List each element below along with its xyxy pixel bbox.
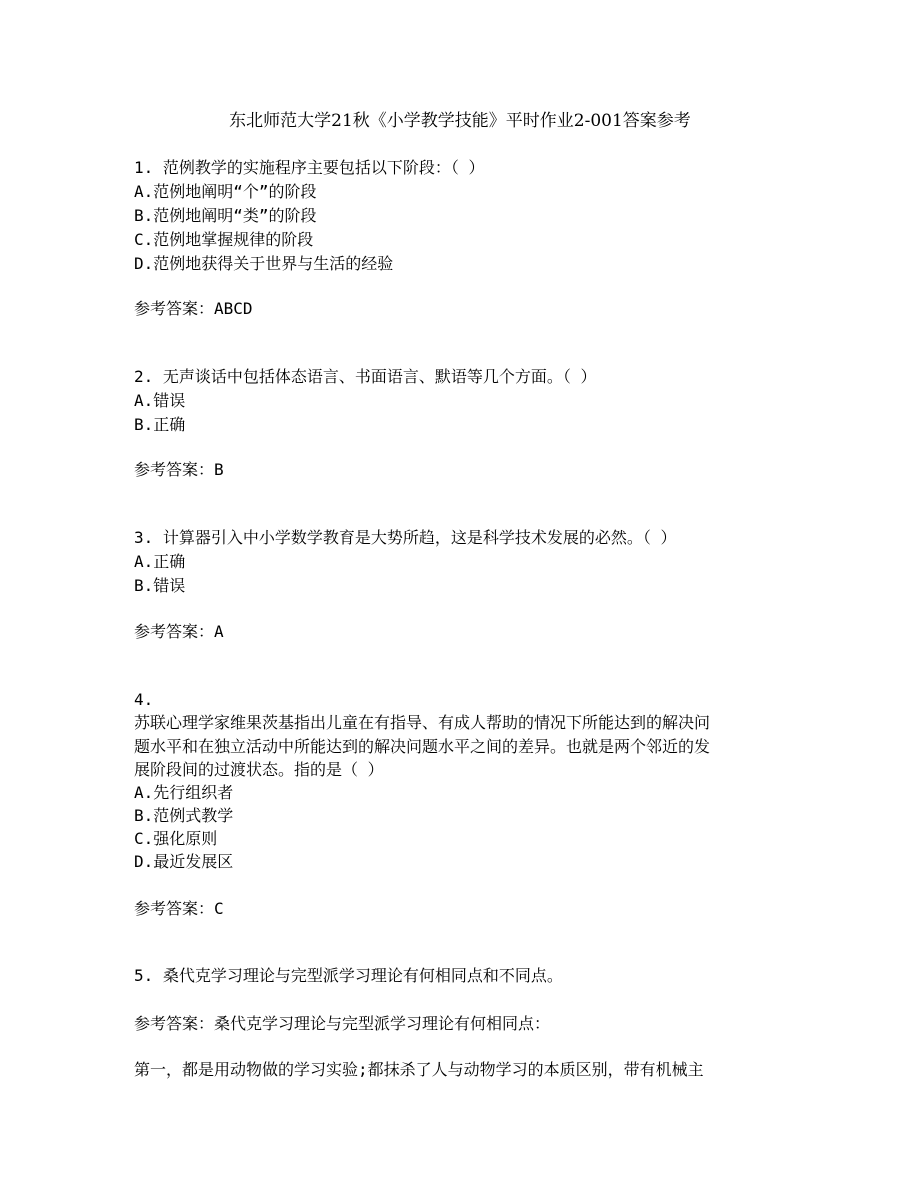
question-1-option-c: C.范例地掌握规律的阶段 [134,230,314,249]
question-5-answer: 参考答案：桑代克学习理论与完型派学习理论有何相同点： [134,1014,551,1033]
question-3-answer: 参考答案：A [134,622,224,641]
question-1-option-b: B.范例地阐明“类”的阶段 [134,206,317,225]
question-1-stem: 1. 范例教学的实施程序主要包括以下阶段：（ ） [134,158,485,177]
question-3-option-b: B.错误 [134,576,186,595]
question-5-paragraph-1: 第一，都是用动物做的学习实验;都抹杀了人与动物学习的本质区别，带有机械主 [134,1060,704,1079]
question-3-option-a: A.正确 [134,552,186,571]
question-3-stem: 3. 计算器引入中小学数学教育是大势所趋，这是科学技术发展的必然。（ ） [134,528,677,547]
question-4-option-c: C.强化原则 [134,829,218,848]
question-4-stem-line-2: 题水平和在独立活动中所能达到的解决问题水平之间的差异。也就是两个邻近的发 [134,737,711,756]
question-4-stem-line-1: 苏联心理学家维果茨基指出儿童在有指导、有成人帮助的情况下所能达到的解决问 [134,713,711,732]
question-4-answer: 参考答案：C [134,899,224,918]
question-5-stem: 5. 桑代克学习理论与完型派学习理论有何相同点和不同点。 [134,966,563,985]
question-4-option-d: D.最近发展区 [134,852,234,871]
question-4-option-a: A.先行组织者 [134,783,234,802]
question-2-option-a: A.错误 [134,391,186,410]
question-1-option-a: A.范例地阐明“个”的阶段 [134,182,317,201]
question-4-stem-line-3: 展阶段间的过渡状态。指的是（ ） [134,760,384,779]
question-2-stem: 2. 无声谈话中包括体态语言、书面语言、默语等几个方面。（ ） [134,367,597,386]
page-title: 东北师范大学21秋《小学教学技能》平时作业2-001答案参考 [229,111,691,131]
question-4-number: 4. [134,690,154,709]
question-1-answer: 参考答案：ABCD [134,299,253,318]
question-1-option-d: D.范例地获得关于世界与生活的经验 [134,254,394,273]
question-4-option-b: B.范例式教学 [134,806,234,825]
question-2-answer: 参考答案：B [134,460,224,479]
question-2-option-b: B.正确 [134,415,186,434]
